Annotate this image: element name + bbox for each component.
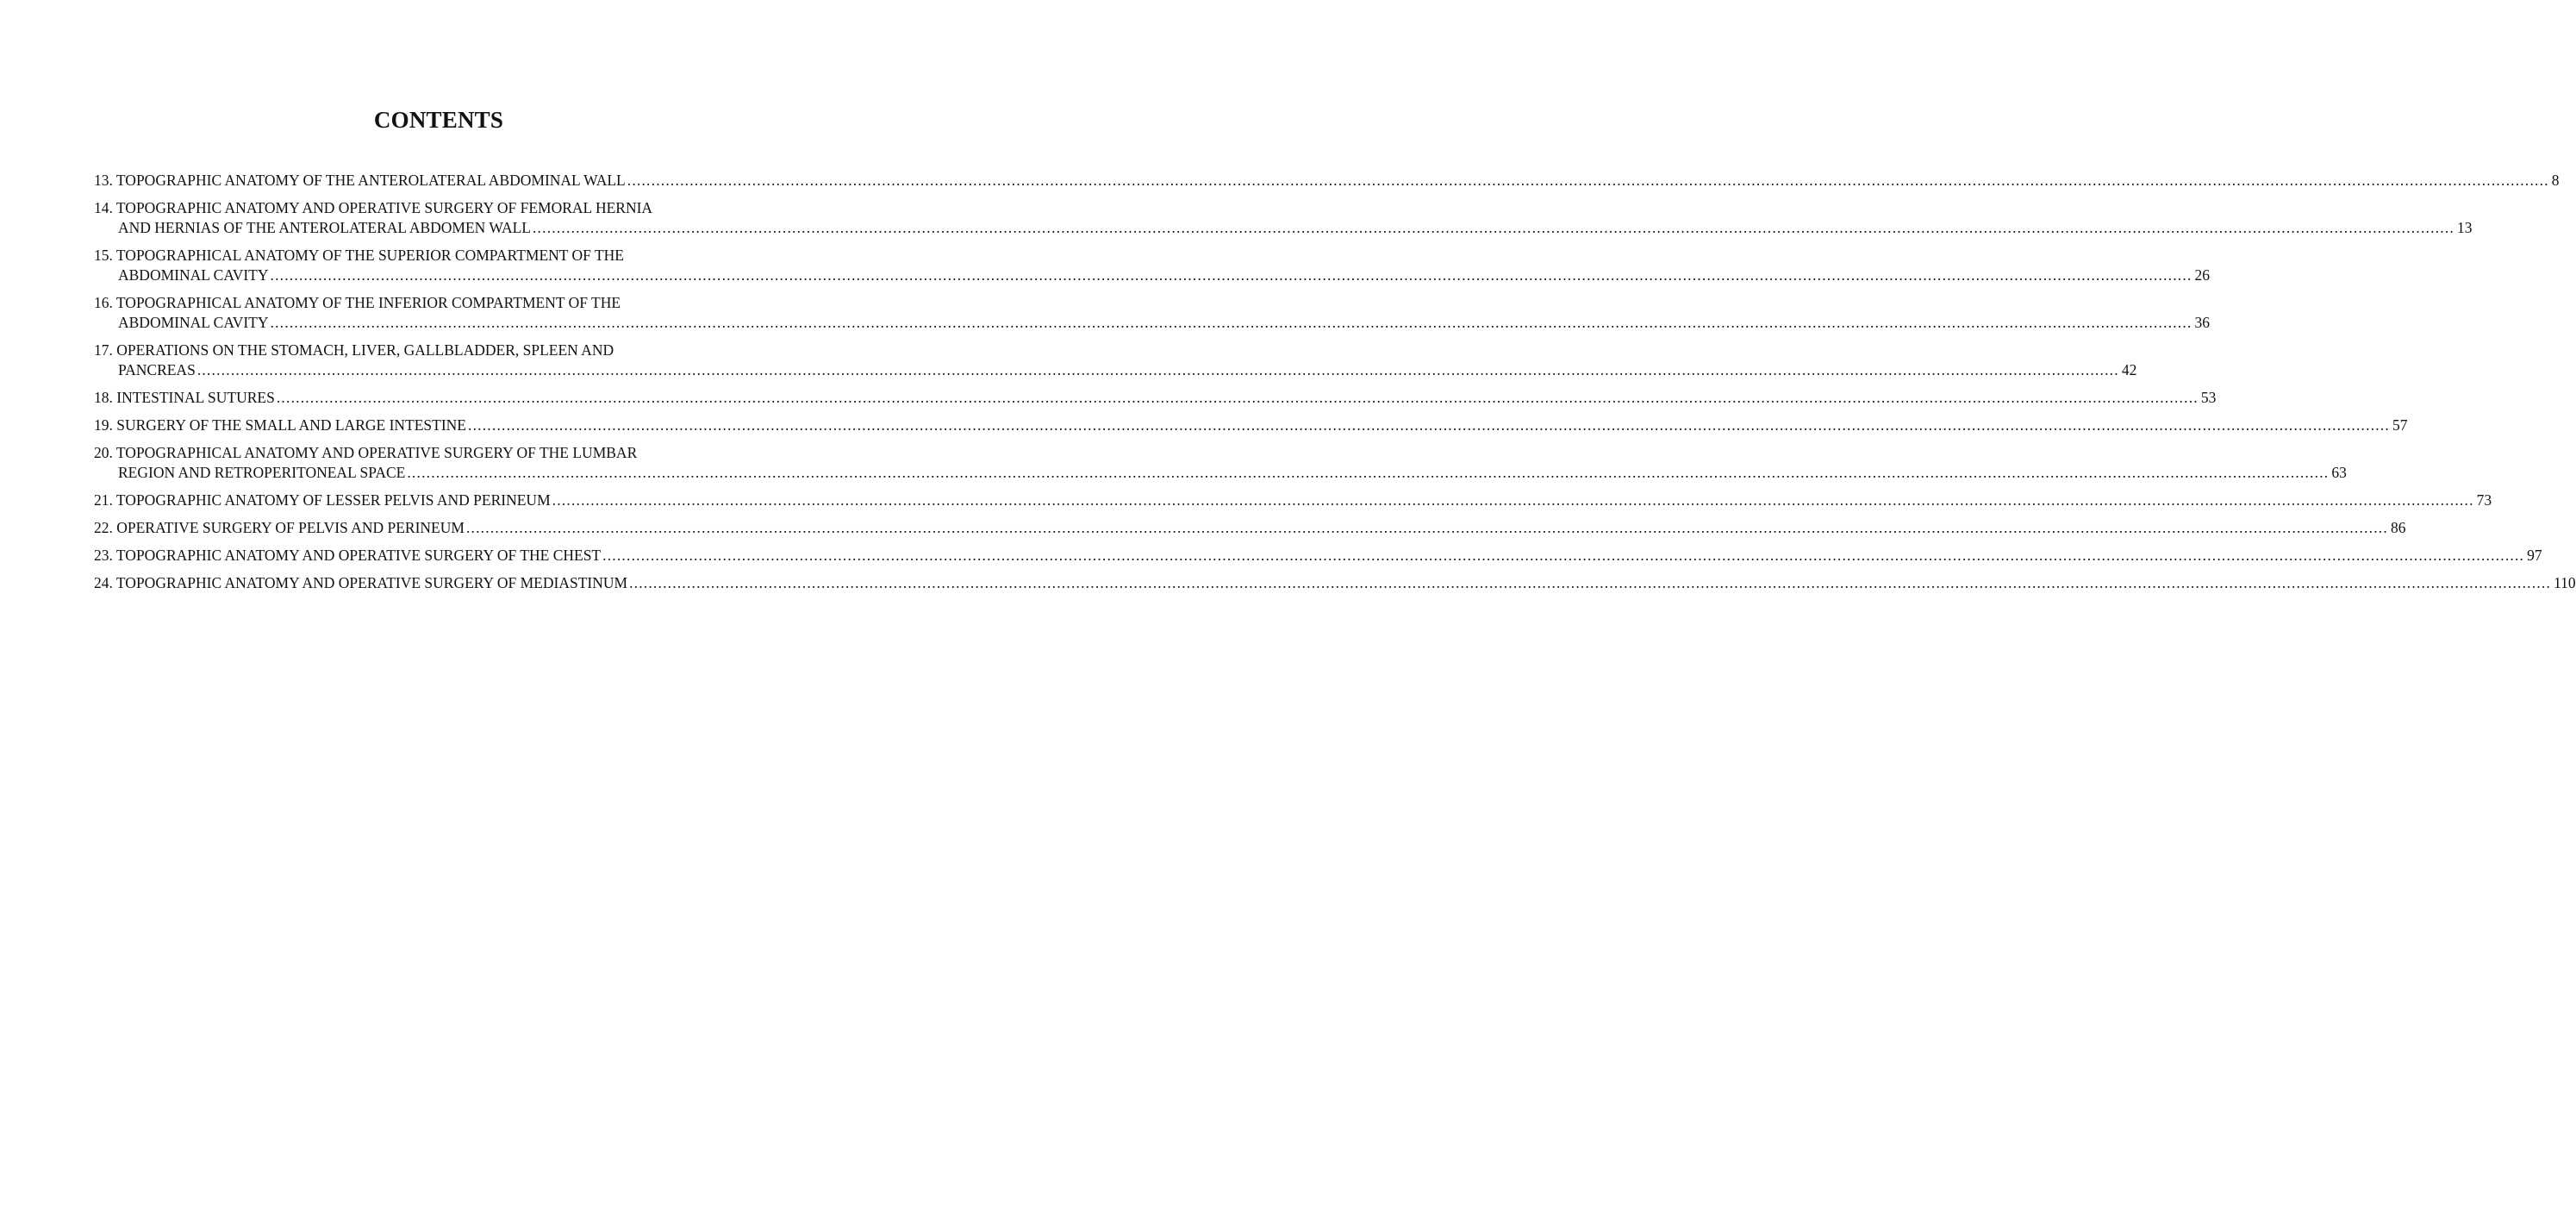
toc-entry-title-line: 22. OPERATIVE SURGERY OF PELVIS AND PERINEUM [94, 519, 465, 536]
toc-entry-row [94, 518, 2406, 538]
toc-entry[interactable] [94, 443, 2347, 483]
toc-entry[interactable] [94, 518, 2406, 538]
toc-entry[interactable] [94, 293, 2211, 333]
table-of-contents [94, 171, 2576, 601]
dot-leader: ................................................................................................................................................................................................................................................................................................................................................................................................................ [196, 361, 2119, 378]
dot-leader: ................................................................................................................................................................................................................................................................................................................................................................................................................ [407, 464, 2330, 481]
dot-leader: ................................................................................................................................................................................................................................................................................................................................................................................................................ [465, 519, 2388, 536]
dot-leader: ................................................................................................................................................................................................................................................................................................................................................................................................................ [276, 389, 2199, 406]
dot-leader: ................................................................................................................................................................................................................................................................................................................................................................................................................ [468, 416, 2390, 434]
dot-leader: ................................................................................................................................................................................................................................................................................................................................................................................................................ [552, 491, 2474, 509]
toc-entry[interactable] [94, 171, 2560, 191]
toc-entry-title-line: 20. TOPOGRAPHICAL ANATOMY AND OPERATIVE SURGERY OF THE LUMBAR [94, 444, 638, 461]
toc-entry-row [94, 266, 2211, 285]
dot-leader: ................................................................................................................................................................................................................................................................................................................................................................................................................ [270, 266, 2192, 284]
toc-entry-row [94, 546, 2542, 566]
toc-entry-row [94, 463, 2347, 483]
toc-entry-row [94, 388, 2217, 408]
toc-page-number: 8 [2551, 172, 2560, 189]
toc-entry-title-line: ABDOMINAL CAVITY [118, 314, 269, 331]
toc-entry[interactable] [94, 198, 2473, 238]
toc-entry-row [94, 218, 2473, 238]
toc-entry-row [94, 360, 2137, 380]
toc-entry-title-line: ABDOMINAL CAVITY [118, 266, 269, 284]
toc-entry-title-line: 15. TOPOGRAPHICAL ANATOMY OF THE SUPERIOR COMPARTMENT OF THE [94, 247, 624, 264]
toc-entry[interactable] [94, 341, 2137, 380]
toc-entry-title-line: 19. SURGERY OF THE SMALL AND LARGE INTESTINE [94, 416, 466, 434]
toc-entry-row [94, 171, 2560, 191]
toc-page-number: 97 [2527, 547, 2542, 564]
toc-entry-title-line: 17. OPERATIONS ON THE STOMACH, LIVER, GALLBLADDER, SPLEEN AND [94, 341, 614, 359]
toc-entry[interactable] [94, 491, 2492, 510]
toc-entry-title-line: 21. TOPOGRAPHIC ANATOMY OF LESSER PELVIS AND PERINEUM [94, 491, 551, 509]
toc-page-number: 57 [2392, 416, 2408, 434]
toc-entry-row [94, 313, 2211, 333]
toc-entry-title-line: PANCREAS [118, 361, 196, 378]
toc-entry-title-line: 13. TOPOGRAPHIC ANATOMY OF THE ANTEROLATERAL ABDOMINAL WALL [94, 172, 626, 189]
dot-leader: ................................................................................................................................................................................................................................................................................................................................................................................................................ [629, 574, 2552, 591]
toc-entry-title-line: 24. TOPOGRAPHIC ANATOMY AND OPERATIVE SURGERY OF MEDIASTINUM [94, 574, 628, 591]
toc-entry-title-line: 23. TOPOGRAPHIC ANATOMY AND OPERATIVE SURGERY OF THE CHEST [94, 547, 602, 564]
toc-entry-title-line: 18. INTESTINAL SUTURES [94, 389, 275, 406]
dot-leader: ................................................................................................................................................................................................................................................................................................................................................................................................................ [532, 219, 2454, 236]
toc-entry-title-line: REGION AND RETROPERITONEAL SPACE [118, 464, 406, 481]
dot-leader: ................................................................................................................................................................................................................................................................................................................................................................................................................ [270, 314, 2192, 331]
toc-page-number: 26 [2194, 266, 2211, 284]
toc-entry[interactable] [94, 246, 2211, 285]
toc-page-number: 86 [2390, 519, 2406, 536]
toc-entry[interactable] [94, 573, 2576, 593]
toc-entry-row [94, 491, 2492, 510]
toc-page-number: 73 [2476, 491, 2492, 509]
toc-entry-title-line: AND HERNIAS OF THE ANTEROLATERAL ABDOMEN WALL [118, 219, 531, 236]
page-title: CONTENTS [373, 107, 504, 133]
toc-entry-title-line: 16. TOPOGRAPHICAL ANATOMY OF THE INFERIOR COMPARTMENT OF THE [94, 294, 621, 311]
toc-entry-title-line: 14. TOPOGRAPHIC ANATOMY AND OPERATIVE SURGERY OF FEMORAL HERNIA [94, 199, 653, 216]
toc-page-number: 63 [2331, 464, 2347, 481]
toc-page-number: 110 [2554, 574, 2576, 591]
dot-leader: ................................................................................................................................................................................................................................................................................................................................................................................................................ [627, 172, 2549, 189]
dot-leader: ................................................................................................................................................................................................................................................................................................................................................................................................................ [602, 547, 2525, 564]
toc-entry-row [94, 573, 2576, 593]
toc-entry[interactable] [94, 388, 2217, 408]
toc-entry-row [94, 416, 2408, 435]
toc-page-number: 13 [2456, 219, 2473, 236]
toc-page-number: 42 [2121, 361, 2137, 378]
toc-page-number: 36 [2194, 314, 2211, 331]
toc-page-number: 53 [2200, 389, 2217, 406]
toc-entry[interactable] [94, 416, 2408, 435]
toc-entry[interactable] [94, 546, 2542, 566]
